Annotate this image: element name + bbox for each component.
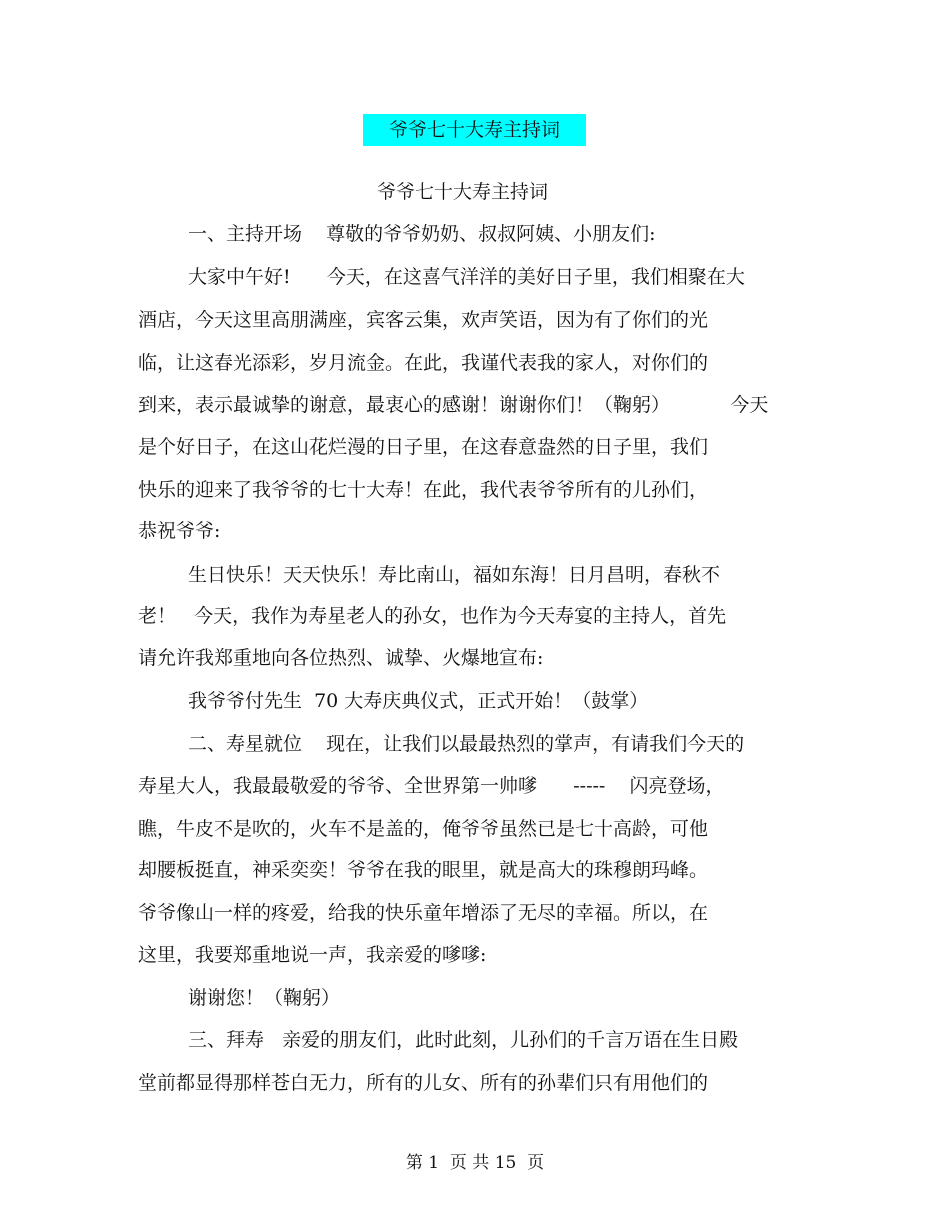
paragraph-line: 大家中午好! 今天，在这喜气洋洋的美好日子里，我们相聚在大 <box>188 266 745 288</box>
paragraph-line: 是个好日子，在这山花烂漫的日子里，在这春意盎然的日子里，我们 <box>138 436 709 458</box>
page-footer: 第 1 页 共 15 页 <box>405 1153 545 1173</box>
paragraph-line: 快乐的迎来了我爷爷的七十大寿！在此，我代表爷爷所有的儿孙们， <box>138 479 709 501</box>
paragraph-line: 请允许我郑重地向各位热烈、诚挚、火爆地宣布: <box>138 647 544 669</box>
paragraph-line: 恭祝爷爷: <box>138 520 221 542</box>
paragraph-line: 二、寿星就位 现在，让我们以最最热烈的掌声，有请我们今天的 <box>188 733 745 755</box>
paragraph-line: 这里，我要郑重地说一声，我亲爱的嗲嗲: <box>138 944 487 966</box>
paragraph-line: 老！ 今天，我作为寿星老人的孙女，也作为今天寿宴的主持人，首先 <box>138 605 727 627</box>
paragraph-line: 寿星大人，我最最敬爱的爷爷、全世界第一帅嗲 ----- 闪亮登场， <box>138 775 725 797</box>
paragraph-line: 三、拜寿 亲爱的朋友们，此时此刻，儿孙们的千言万语在生日殿 <box>188 1029 739 1051</box>
paragraph-line: 爷爷像山一样的疼爱，给我的快乐童年增添了无尽的幸福。所以，在 <box>138 902 709 924</box>
paragraph-line: 到来，表示最诚挚的谢意，最衷心的感谢！谢谢你们！（鞠躬） 今天 <box>138 394 769 416</box>
paragraph-line: 我爷爷付先生 70 大寿庆典仪式，正式开始！（鼓掌） <box>188 690 649 712</box>
document-subtitle: 爷爷七十大寿主持词 <box>377 181 549 203</box>
paragraph-line: 瞧，牛皮不是吹的，火车不是盖的，俺爷爷虽然已是七十高龄，可他 <box>138 818 709 840</box>
paragraph-line: 生日快乐！天天快乐！寿比南山，福如东海！日月昌明，春秋不 <box>188 564 721 586</box>
paragraph-line: 却腰板挺直，神采奕奕！爷爷在我的眼里，就是高大的珠穆朗玛峰。 <box>138 859 709 881</box>
paragraph-line: 酒店，今天这里高朋满座，宾客云集，欢声笑语，因为有了你们的光 <box>138 309 709 331</box>
document-title: 爷爷七十大寿主持词 <box>388 119 560 141</box>
paragraph-line: 谢谢您！（鞠躬） <box>188 987 341 1009</box>
paragraph-line: 一、主持开场 尊敬的爷爷奶奶、叔叔阿姨、小朋友们: <box>188 223 656 245</box>
paragraph-line: 临，让这春光添彩，岁月流金。在此，我谨代表我的家人，对你们的 <box>138 352 709 374</box>
paragraph-line: 堂前都显得那样苍白无力，所有的儿女、所有的孙辈们只有用他们的 <box>138 1072 709 1094</box>
